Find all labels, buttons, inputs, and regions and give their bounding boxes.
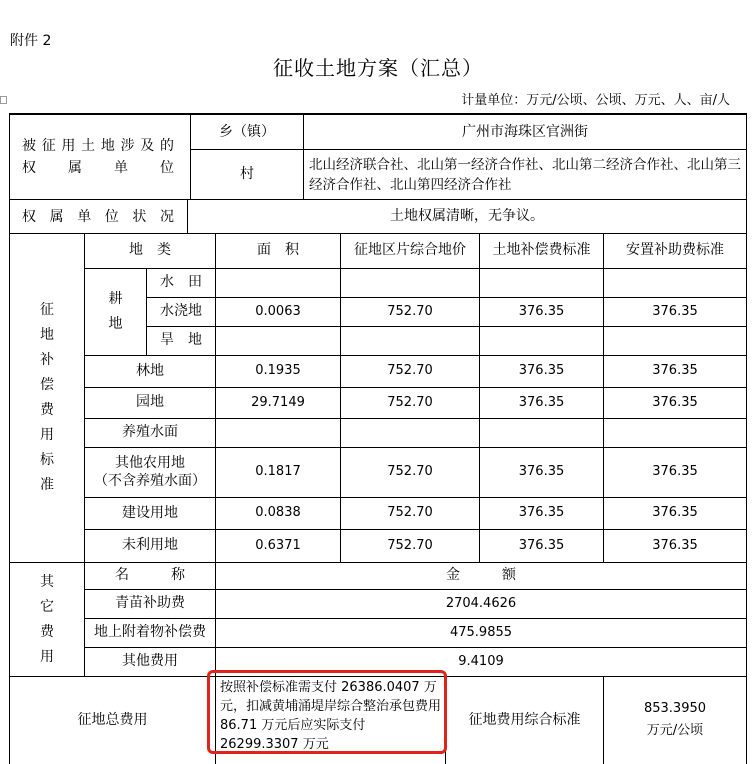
highlight-box (207, 670, 447, 754)
unit-label: 计量单位：万元/公顷、公顷、万元、人、亩/人 (461, 93, 730, 108)
standard-unit: 万元/公顷 (646, 723, 704, 738)
attachment-label: 附件 2 (10, 33, 52, 49)
table-cell: 376.35 (518, 464, 565, 480)
table-cell: 752.70 (387, 505, 433, 521)
fee-amount: 2704.4626 (445, 595, 517, 611)
page-title: 征收土地方案（汇总） (273, 56, 483, 80)
table-cell: 376.35 (652, 394, 698, 410)
land-type-label: 园地 (136, 394, 164, 411)
table-cell (216, 419, 340, 447)
table-cell: 0.0838 (255, 505, 301, 521)
fee-amount: 475.9855 (449, 624, 513, 640)
standard-value: 853.3950 (643, 701, 707, 716)
table-cell: 0.6371 (255, 537, 301, 553)
other-fees-section-label: 其 它 费 用 (40, 573, 54, 665)
status-label: 权属单位状况 (22, 208, 174, 225)
table-cell: 376.35 (652, 537, 698, 553)
land-type-label: 其他农用地 （不含养殖水面） (94, 455, 206, 489)
total-fee-label: 征地总费用 (77, 711, 148, 728)
dry-land-label: 旱 地 (160, 332, 202, 349)
table-cell: 752.70 (387, 363, 433, 379)
table-cell: 752.70 (387, 394, 433, 410)
irrigated-label: 水浇地 (160, 303, 202, 320)
land-type-label: 林地 (136, 362, 164, 379)
col-header-land-type: 地 类 (129, 242, 171, 259)
col-header-area: 面 积 (257, 242, 299, 259)
village-value: 北山经济联合社、北山第一经济合作社、北山第二经济合作社、北山第三经济合作社、北山第四经济合作社 (309, 156, 741, 193)
cultivated-land-label: 耕 地 (108, 291, 123, 332)
fee-amount: 9.4109 (458, 653, 504, 669)
table-cell: 752.70 (387, 464, 433, 480)
table-cell: 752.70 (387, 537, 433, 553)
village-label: 村 (240, 165, 254, 182)
table-cell (341, 419, 479, 447)
status-value: 土地权属清晰，无争议。 (390, 207, 544, 224)
table-cell: 0.1935 (255, 363, 301, 379)
fee-name: 青苗补助费 (115, 595, 185, 612)
table-cell: 376.35 (518, 537, 565, 553)
table-cell: 376.35 (652, 363, 698, 379)
paddy-label: 水 田 (160, 274, 202, 291)
township-label: 乡（镇） (219, 123, 275, 140)
irrigated-resettlement: 376.35 (652, 303, 698, 319)
land-type-label: 养殖水面 (122, 424, 178, 441)
table-cell: 376.35 (518, 363, 565, 379)
land-type-label: 建设用地 (122, 504, 178, 521)
fee-name: 地上附着物补偿费 (94, 624, 206, 641)
total-fee-note: 按照补偿标准需支付 26386.0407 万元，扣减黄埔涌堤岸综合整治承包费用 86.71 万元后应实际支付 26299.3307 万元 (220, 680, 442, 752)
col-header-resettlement: 安置补助费标准 (626, 242, 724, 259)
table-cell: 376.35 (652, 505, 698, 521)
table-cell: 376.35 (518, 394, 565, 410)
ownership-row-label: 被征用土地涉及的 权属单位 (22, 138, 174, 176)
table-cell: 376.35 (518, 505, 565, 521)
irrigated-land-compensation: 376.35 (518, 303, 565, 319)
compensation-section-label: 征 地 补 偿 费 用 标 准 (40, 302, 54, 493)
fee-name: 其他费用 (122, 653, 178, 670)
standard-value-cell (604, 690, 746, 750)
table-cell (604, 419, 746, 447)
col-header-land-price: 征地区片综合地价 (354, 242, 466, 259)
table-cell: 0.1817 (255, 464, 301, 480)
table-cell: 29.7149 (251, 394, 305, 410)
table-cell (480, 419, 603, 447)
township-value: 广州市海珠区官洲街 (462, 123, 588, 140)
other-name-header: 名 称 (115, 567, 185, 584)
irrigated-land-price: 752.70 (387, 303, 433, 319)
table-cell: 376.35 (652, 464, 698, 480)
other-amount-header: 金 额 (446, 567, 516, 584)
standard-label: 征地费用综合标准 (468, 711, 581, 728)
col-header-land-compensation: 土地补偿费标准 (492, 242, 591, 259)
irrigated-area: 0.0063 (255, 303, 301, 319)
land-type-label: 未利用地 (122, 537, 178, 554)
